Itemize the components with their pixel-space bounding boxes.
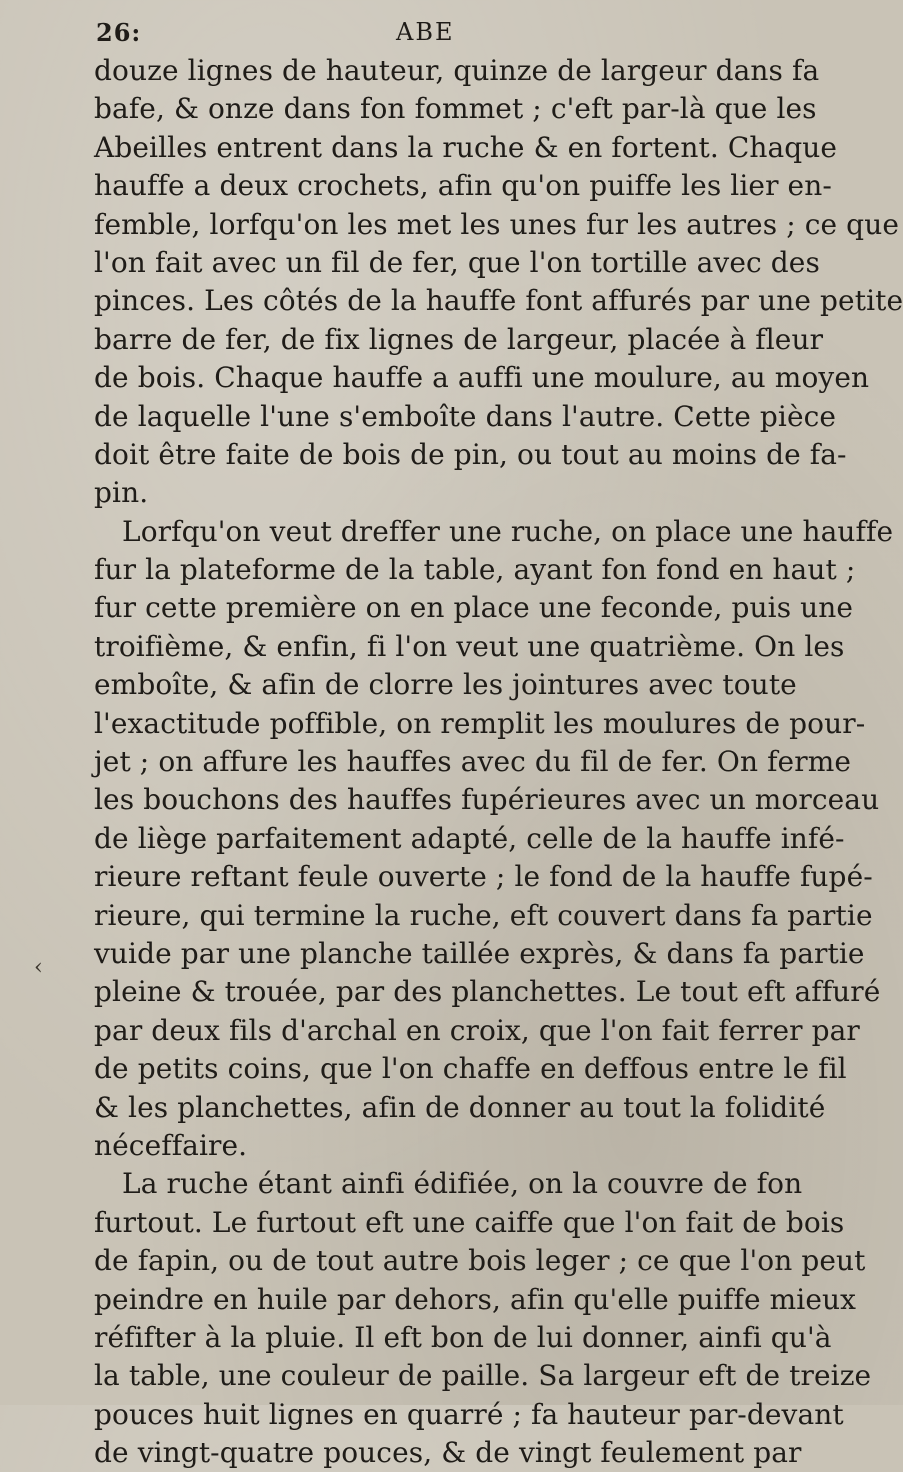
body-text (94, 52, 903, 1472)
text-line: peindre en huile par dehors, afin qu'elle puiffe mieux (94, 1282, 857, 1316)
text-line: jet ; on affure les hauffes avec du fil de fer. On ferme (94, 745, 852, 779)
page-header (96, 12, 706, 48)
text-line: par deux fils d'archal en croix, que l'on fait ferrer par (94, 1013, 860, 1047)
text-line: bafe, & onze dans fon fommet ; c'eft par-là que les (94, 92, 817, 126)
text-line: emboîte, & afin de clorre les jointures avec toute (94, 668, 797, 702)
text-line: de bois. Chaque hauffe a auffi une moulure, au moyen (94, 361, 870, 395)
text-line: & les planchettes, afin de donner au tout la folidité (94, 1090, 826, 1124)
text-line: pin. (94, 476, 149, 510)
text-line: rieure, qui termine la ruche, eft couvert dans fa partie (94, 898, 873, 932)
text-line: de liège parfaitement adapté, celle de la hauffe infé- (94, 821, 845, 855)
text-line: pinces. Les côtés de la hauffe font affurés par une petite (94, 284, 903, 318)
text-line: Abeilles entrent dans la ruche & en fortent. Chaque (94, 130, 838, 164)
running-head: ABE (396, 18, 455, 46)
text-line: doit être faite de bois de pin, ou tout au moins de fa- (94, 437, 847, 471)
text-line: la table, une couleur de paille. Sa largeur eft de treize (94, 1359, 872, 1393)
text-line: de fapin, ou de tout autre bois leger ; ce que l'on peut (94, 1244, 866, 1278)
text-line: fur la plateforme de la table, ayant fon fond en haut ; (94, 553, 856, 587)
text-line: troifième, & enfin, fi l'on veut une quatrième. On les (94, 629, 845, 663)
text-line: néceffaire. (94, 1128, 248, 1162)
text-line: barre de fer, de fix lignes de largeur, placée à fleur (94, 322, 824, 356)
text-line: les bouchons des hauffes fupérieures avec un morceau (94, 783, 880, 817)
text-line: de petits coins, que l'on chaffe en deffous entre le fil (94, 1052, 847, 1086)
text-line: de laquelle l'une s'emboîte dans l'autre. Cette pièce (94, 399, 837, 433)
text-line: réfifter à la pluie. Il eft bon de lui donner, ainfi qu'à (94, 1320, 832, 1354)
paragraph-start-line: Lorfqu'on veut dreffer une ruche, on place une hauffe (122, 514, 894, 548)
text-line: vuide par une planche taillée exprès, & dans fa partie (94, 936, 865, 970)
text-line: rieure reftant feule ouverte ; le fond de la hauffe fupé- (94, 860, 873, 894)
paragraph-start-line: La ruche étant ainfi édifiée, on la couvre de fon (122, 1167, 803, 1201)
text-line: l'exactitude poffible, on remplit les moulures de pour- (94, 706, 866, 740)
text-line: l'on fait avec un fil de fer, que l'on tortille avec des (94, 245, 820, 279)
text-line: pouces huit lignes en quarré ; fa hauteur par-devant (94, 1397, 844, 1431)
text-line: pleine & trouée, par des planchettes. Le tout eft affuré (94, 975, 881, 1009)
margin-mark: ‹ (34, 955, 43, 980)
text-line: furtout. Le furtout eft une caiffe que l'on fait de bois (94, 1205, 845, 1239)
text-line: femble, lorfqu'on les met les unes fur les autres ; ce que (94, 207, 900, 241)
text-line: de vingt-quatre pouces, & de vingt feulement par (94, 1436, 802, 1470)
text-line: douze lignes de hauteur, quinze de largeur dans fa (94, 54, 820, 87)
page-number: 26: (96, 18, 142, 47)
text-line: hauffe a deux crochets, afin qu'on puiffe les lier en- (94, 169, 832, 203)
text-line: fur cette première on en place une feconde, puis une (94, 591, 854, 625)
